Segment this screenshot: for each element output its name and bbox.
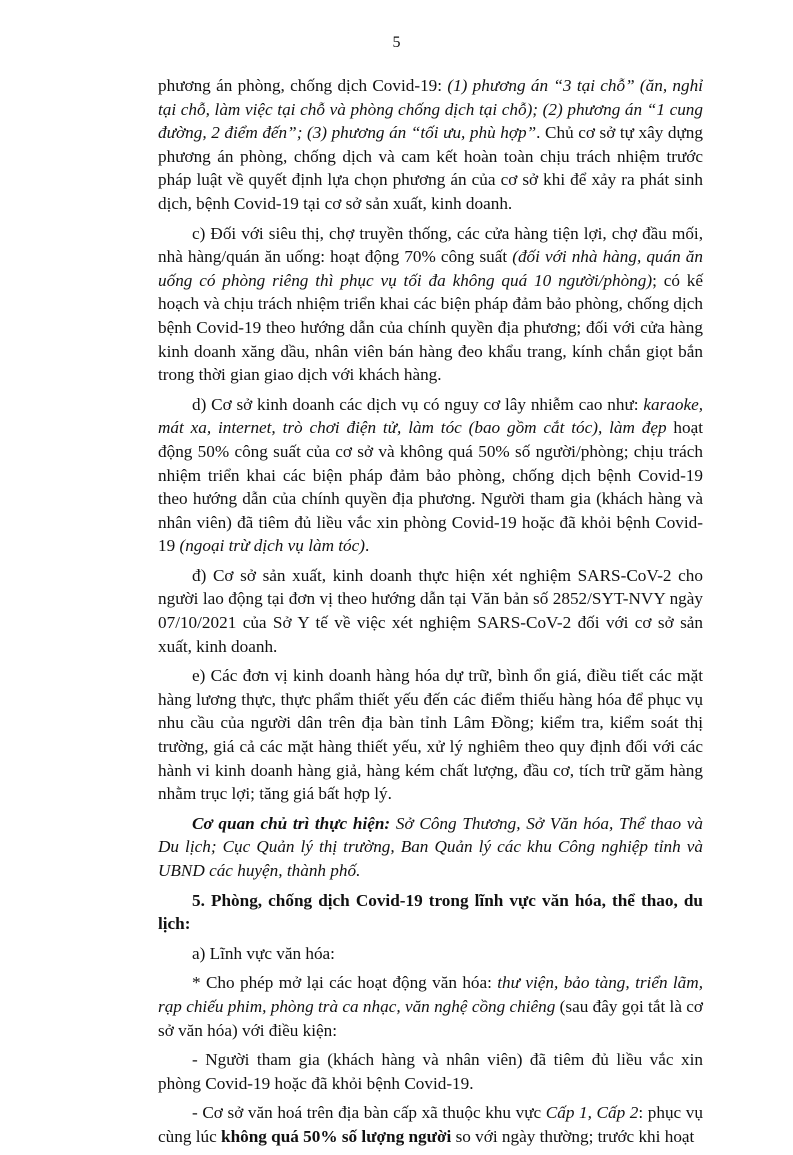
paragraph [158,664,703,806]
text-run: (ngoại trừ dịch vụ làm tóc) [179,536,365,556]
text-run: c) Đối với siêu thị, chợ truyền thống, các cửa hàng tiện lợi, chợ đầu mối, nhà hàng/quán ăn uống: hoạt động 70% công suất [158,223,703,267]
paragraph [158,971,703,1042]
section-heading [158,889,703,936]
paragraph [158,74,703,216]
text-run: : phục vụ cùng lúc [158,1103,703,1146]
text-run: Cơ quan chủ trì thực hiện: [192,813,391,833]
text-run: không quá 50% số lượng người [221,1126,452,1146]
document-body [158,74,703,1155]
paragraph [158,393,703,558]
text-run: . [365,536,370,556]
text-run: . Chủ cơ sở tự xây dựng phương án phòng, chống dịch và cam kết hoàn toàn chịu trách nhiệm trước pháp luật về quyết định lựa chọn phương án của cơ sở khi để xảy ra phát sinh dịch, bệnh Covid-19 tại cơ sở sản xuất, kinh doanh. [158,123,703,213]
text-run: * Cho phép mở lại các hoạt động văn hóa: [192,973,498,993]
paragraph [158,812,703,883]
text-run: ; có kế hoạch và chịu trách nhiệm triển khai các biện pháp đảm bảo phòng, chống dịch bệnh Covid-19 theo hướng dẫn của chính quyền địa phương; đối với cửa hàng kinh doanh xăng dầu, nhân viên bán hàng đeo khẩu trang, kính chắn giọt bắn trong thời gian giao dịch với khách hàng. [158,270,703,385]
text-run: 5. Phòng, chống dịch Covid-19 trong lĩnh vực văn hóa, thể thao, du lịch: [158,890,703,934]
text-run: - Cơ sở văn hoá trên địa bàn cấp xã thuộc khu vực [192,1103,546,1123]
text-run: (đối với nhà hàng, quán ăn uống có phòng riêng thì phục vụ tối đa không quá 10 người/phòng) [158,247,703,290]
text-run: (sau đây gọi tắt là cơ sở văn hóa) với điều kiện: [158,996,703,1040]
paragraph [158,222,703,387]
text-run: Cấp 1, Cấp 2 [545,1103,639,1123]
text-run: e) Các đơn vị kinh doanh hàng hóa dự trữ, bình ổn giá, điều tiết các mặt hàng lương thực, thực phẩm thiết yếu đến các điểm thiếu hàng hóa để phục vụ nhu cầu của người dân trên địa bàn tỉnh Lâm Đồng; kiểm tra, kiểm soát thị trường, giá cả các mặt hàng thiết yếu, xử lý nghiêm theo quy định đối với các hành vi kinh doanh hàng giả, hàng kém chất lượng, đầu cơ, tích trữ găm hàng nhằm trục lợi; tăng giá bất hợp lý. [158,666,703,804]
text-run: thư viện, bảo tàng, triển lãm, rạp chiếu phim, phòng trà ca nhạc, văn nghệ cồng chiêng [158,973,703,1016]
text-run: hoạt động 50% công suất của cơ sở và không quá 50% số người/phòng; chịu trách nhiệm triển khai các biện pháp đảm bảo phòng, chống dịch bệnh Covid-19 theo hướng dẫn của chính quyền địa phương. Người tham gia (khách hàng và nhân viên) đã tiêm đủ liều vắc xin phòng Covid-19 hoặc đã khỏi bệnh Covid-19 [158,418,703,556]
paragraph [158,942,703,966]
text-run: a) Lĩnh vực văn hóa: [192,943,335,963]
paragraph [158,564,703,658]
text-run: (1) phương án “3 tại chỗ” (ăn, nghỉ tại chỗ, làm việc tại chỗ và phòng chống dịch tại chỗ); (2) phương án “1 cung đường, 2 điểm đến”; (3) phương án “tối ưu, phù hợp” [158,76,703,143]
text-run: d) Cơ sở kinh doanh các dịch vụ có nguy cơ lây nhiễm cao như: [192,394,644,414]
paragraph [158,1048,703,1095]
text-run: Sở Công Thương, Sở Văn hóa, Thể thao và Du lịch; Cục Quản lý thị trường, Ban Quản lý các khu Công nghiệp tỉnh và UBND các huyện, thành phố. [158,813,703,880]
text-run: đ) Cơ sở sản xuất, kinh doanh thực hiện xét nghiệm SARS-CoV-2 cho người lao động tại đơn vị theo hướng dẫn tại Văn bản số 2852/SYT-NVY ngày 07/10/2021 của Sở Y tế về việc xét nghiệm SARS-CoV-2 đối với cơ sở sản xuất, kinh doanh. [158,565,703,656]
paragraph [158,1101,703,1148]
text-run: so với ngày thường; trước khi hoạt [451,1126,695,1146]
page-number: 5 [392,34,401,51]
text-run: karaoke, mát xa, internet, trò chơi điện tử, làm tóc (bao gồm cắt tóc), làm đẹp [158,394,703,438]
text-run: - Người tham gia (khách hàng và nhân viên) đã tiêm đủ liều vắc xin phòng Covid-19 hoặc đã khỏi bệnh Covid-19. [158,1050,703,1093]
text-run: phương án phòng, chống dịch Covid-19: [158,76,448,95]
